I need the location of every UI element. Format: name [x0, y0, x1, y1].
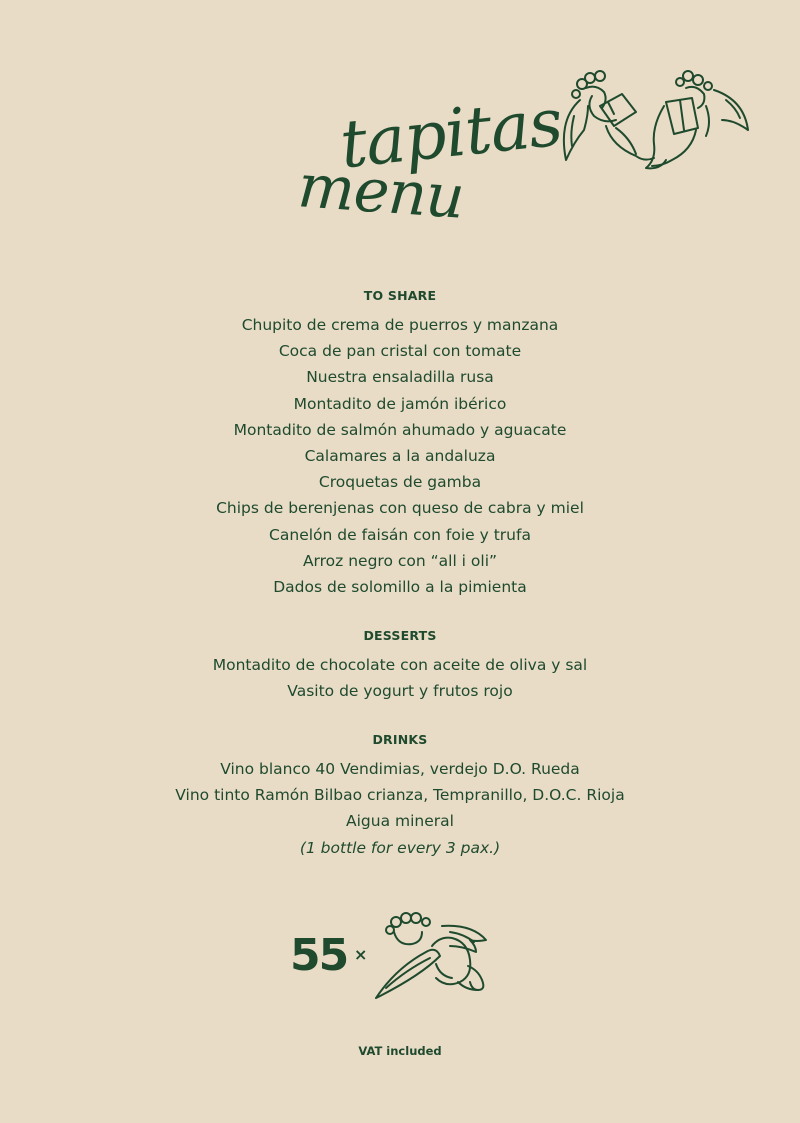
menu-item: Calamares a la andaluza [304, 446, 496, 465]
logo-word-tapitas: tapitas [336, 83, 566, 184]
section-drinks [0, 730, 800, 861]
menu-item-list [0, 652, 800, 704]
section-title: DRINKS [372, 732, 428, 747]
reading-angels-icon [556, 66, 756, 174]
section-desserts [0, 626, 800, 704]
price-multiplier-symbol: × [354, 945, 368, 964]
menu-item: Chips de berenjenas con queso de cabra y miel [216, 499, 584, 518]
menu-item: Chupito de crema de puerros y manzana [241, 316, 559, 334]
section-title: DESSERTS [363, 628, 437, 643]
logo-word-menu: menu [295, 151, 466, 233]
section-to-share [0, 286, 800, 600]
menu-item: Croquetas de gamba [318, 473, 482, 492]
menu-item-list [0, 312, 800, 600]
menu-item: Vasito de yogurt y frutos rojo [287, 682, 513, 701]
menu-item: Vino blanco 40 Vendimias, verdejo D.O. Rueda [220, 760, 580, 778]
menu-logo [290, 83, 566, 245]
menu-item: Canelón de faisán con foie y trufa [269, 525, 531, 544]
price-amount: 55 [290, 930, 348, 981]
menu-item: Aigua mineral [346, 812, 454, 831]
menu-item-list [0, 756, 800, 861]
section-title: TO SHARE [363, 288, 437, 303]
menu-item: Dados de solomillo a la pimienta [273, 577, 527, 596]
menu-item: Coca de pan cristal con tomate [278, 342, 522, 361]
drinks-note: (1 bottle for every 3 pax.) [299, 838, 501, 857]
menu-item: Nuestra ensaladilla rusa [306, 368, 494, 387]
menu-item: Montadito de salmón ahumado y aguacate [233, 420, 567, 439]
menu-item: Montadito de jamón ibérico [293, 394, 507, 413]
menu-item: Montadito de chocolate con aceite de oliva y sal [212, 656, 588, 674]
menu-item: Vino tinto Ramón Bilbao crianza, Tempranillo, D.O.C. Rioja [175, 786, 625, 805]
vat-note: VAT included [358, 1044, 442, 1058]
menu-item: Arroz negro con “all i oli” [302, 551, 498, 570]
reclining-angel-icon [372, 910, 496, 1002]
